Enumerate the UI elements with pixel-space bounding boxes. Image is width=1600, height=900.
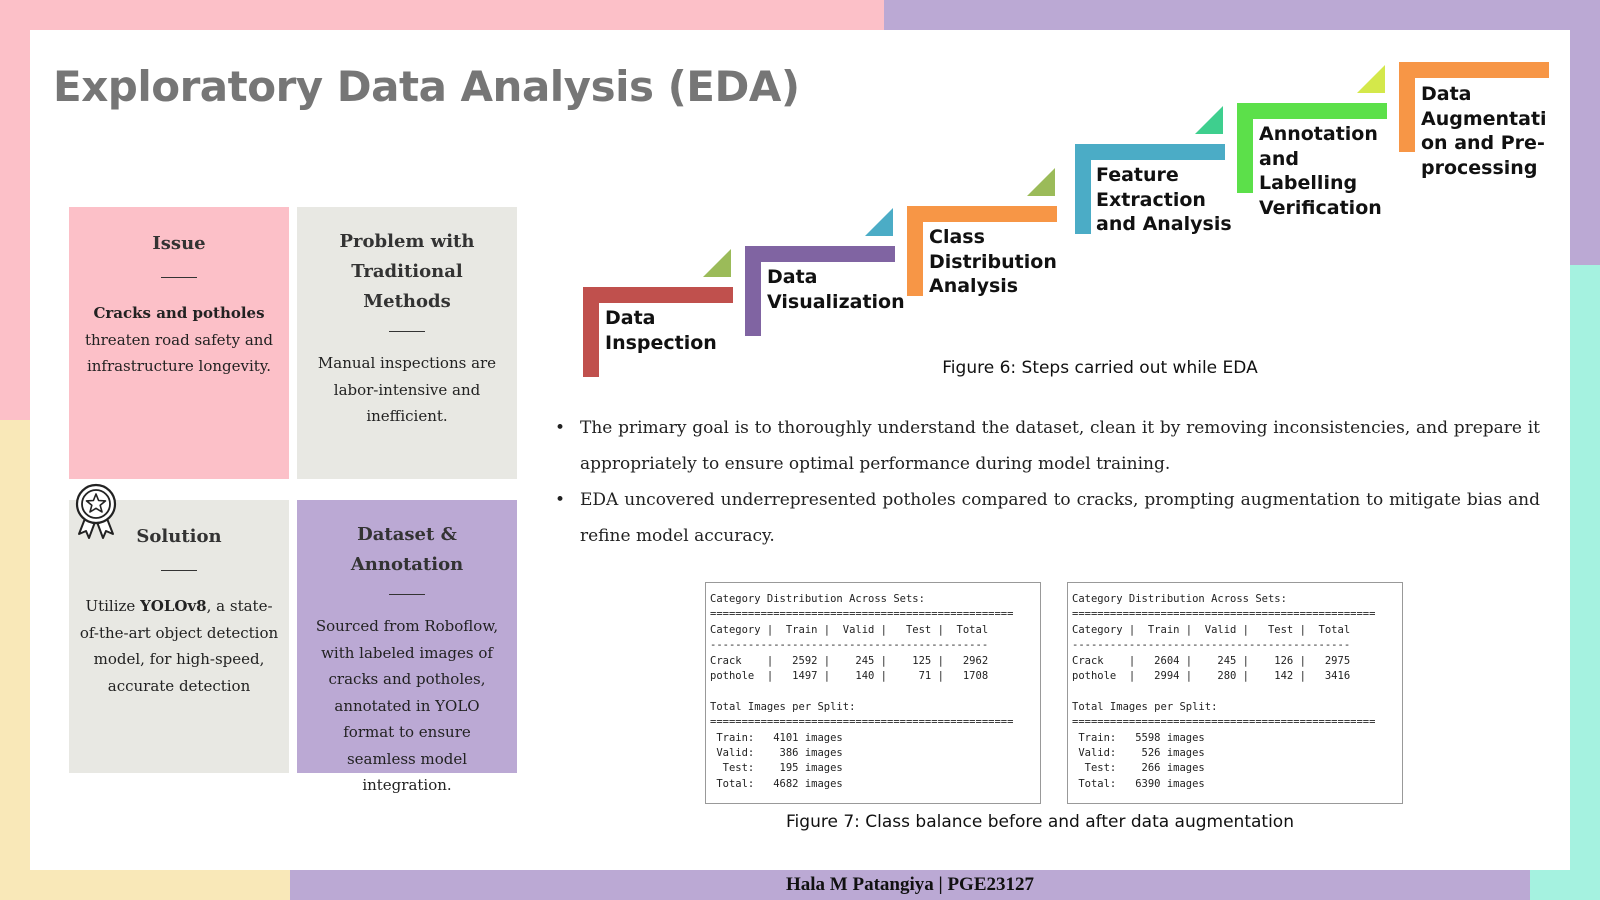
console-line: pothole | 1497 | 140 | 71 | 1708: [710, 670, 989, 683]
card-issue-title: Issue: [152, 233, 206, 254]
console-line: --------------------------------------------: [1072, 639, 1351, 652]
console-line: Train: 5598 images: [1072, 731, 1205, 744]
console-line: Test: 195 images: [710, 762, 843, 775]
console-line: Train: 4101 images: [710, 731, 843, 744]
footer-text: Hala M Patangiya | PGE23127: [785, 874, 1034, 895]
console-line: Category Distribution Across Sets:: [710, 593, 925, 605]
card-problem-body: Manual inspections are labor-intensive and inefficient.: [317, 354, 497, 425]
slide-title: Exploratory Data Analysis (EDA): [53, 62, 800, 111]
step-accent-triangle: [1195, 106, 1223, 134]
step-label: Data Inspection: [605, 307, 717, 354]
step-accent-triangle: [865, 208, 893, 236]
console-line: Valid: 526 images: [1072, 747, 1205, 760]
console-line: [710, 684, 1036, 699]
console-line: Crack | 2604 | 245 | 126 | 2975: [1072, 654, 1351, 667]
card-solution-body-bold: YOLOv8: [140, 597, 207, 615]
card-dataset-title: Dataset & Annotation: [350, 524, 464, 575]
step-label: Class Distribution Analysis: [929, 226, 1057, 297]
console-output-before-augmentation: [705, 582, 1041, 804]
footer-bar: [290, 870, 1530, 900]
console-line: Crack | 2592 | 245 | 125 | 2962: [710, 654, 989, 667]
console-line: [1072, 684, 1398, 699]
console-line: Category | Train | Valid | Test | Total: [1072, 623, 1351, 636]
console-line: Category Distribution Across Sets:: [1072, 593, 1287, 605]
console-line: Valid: 386 images: [710, 747, 843, 760]
console-line: ================================================: [1072, 716, 1376, 729]
console-line: Total: 4682 images: [710, 777, 843, 790]
console-line: ================================================: [710, 716, 1014, 729]
console-line: Total: 6390 images: [1072, 777, 1205, 790]
step-label: Feature Extraction and Analysis: [1096, 164, 1232, 235]
step-accent-triangle: [1027, 168, 1055, 196]
console-line: Total Images per Split:: [710, 700, 856, 713]
step-label: Data Visualization: [767, 266, 905, 313]
step-label: Annotation and Labelling Verification: [1259, 123, 1382, 219]
card-solution-title: Solution: [136, 526, 222, 547]
console-line: Total Images per Split:: [1072, 700, 1218, 713]
console-line: Test: 266 images: [1072, 762, 1205, 775]
bullet-list: [555, 410, 1540, 554]
console-line: ================================================: [1072, 608, 1376, 621]
console-line: ================================================: [710, 608, 1014, 621]
card-solution-body-pre: Utilize: [85, 597, 141, 615]
step-accent-triangle: [1357, 65, 1385, 93]
step-label: Data Augmentati on and Pre- processing: [1421, 83, 1547, 179]
console-output-after-augmentation: [1067, 582, 1403, 804]
card-problem-title: Problem with Traditional Methods: [339, 231, 475, 312]
bullet-item: • The primary goal is to thoroughly understand the dataset, clean it by removing inconsistencies, and prepare it appropriately to ensure optimal performance during model training.: [555, 410, 1540, 482]
bullet-item: • EDA uncovered underrepresented potholes compared to cracks, prompting augmentation to mitigate bias and refine model accuracy.: [555, 482, 1540, 554]
step-accent-triangle: [703, 249, 731, 277]
console-line: pothole | 2994 | 280 | 142 | 3416: [1072, 670, 1351, 683]
console-line: --------------------------------------------: [710, 639, 989, 652]
console-line: Category | Train | Valid | Test | Total: [710, 623, 989, 636]
figure7-caption: Figure 7: Class balance before and after data augmentation: [786, 812, 1294, 832]
card-dataset-body: Sourced from Roboflow, with labeled images of cracks and potholes, annotated in YOLO format to ensure seamless model integration.: [315, 617, 499, 794]
card-solution-body-post: , a state-of-the-art object detection model, for high-speed, accurate detection: [79, 597, 279, 695]
figure6-caption: Figure 6: Steps carried out while EDA: [942, 358, 1258, 378]
card-issue-body-bold: Cracks and potholes: [93, 304, 265, 322]
card-issue-body-text: threaten road safety and infrastructure longevity.: [84, 330, 274, 375]
